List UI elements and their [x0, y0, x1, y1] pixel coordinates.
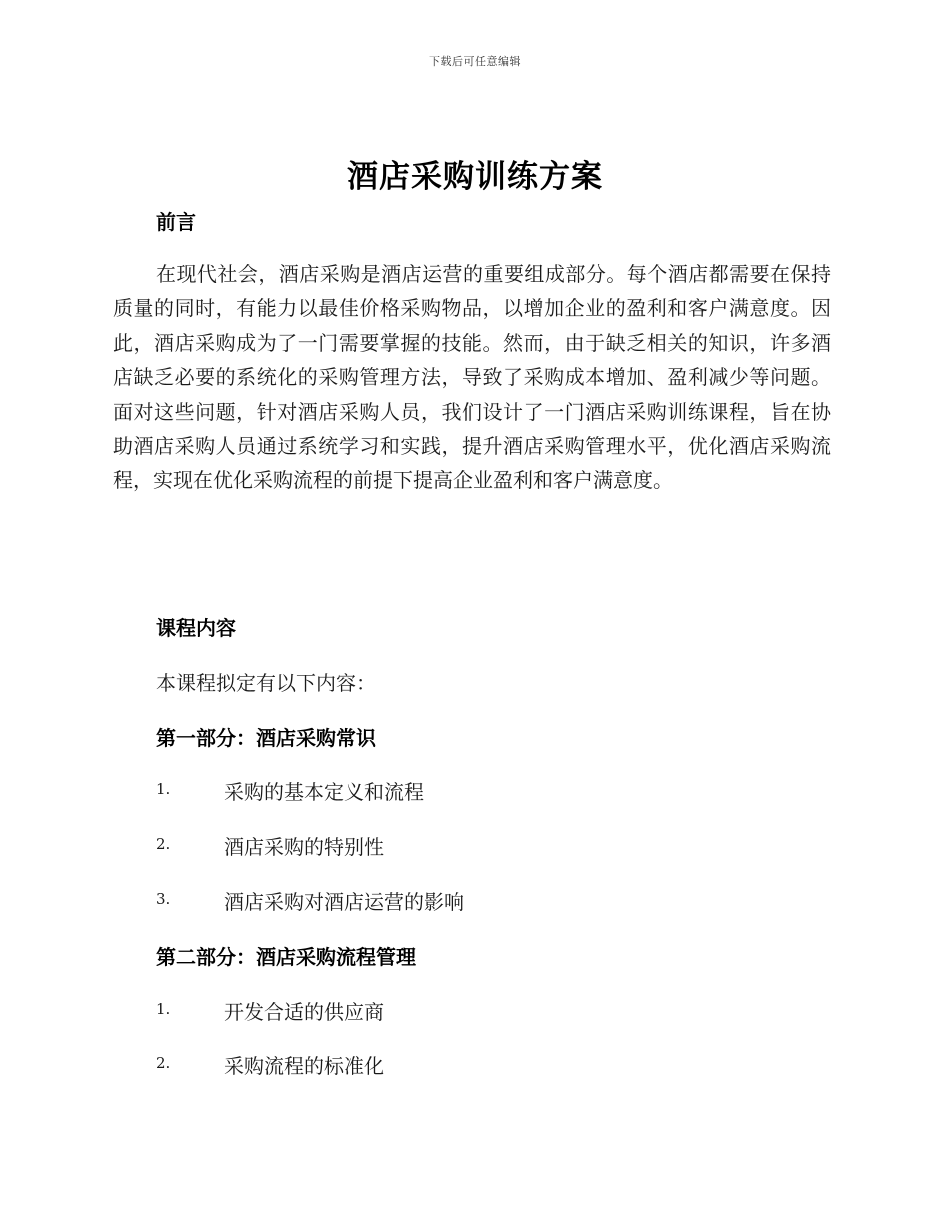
preface-paragraph: 在现代社会，酒店采购是酒店运营的重要组成部分。每个酒店都需要在保持质量的同时，有能力以最佳价格采购物品，以增加企业的盈利和客户满意度。因此，酒店采购成为了一门需要掌握的技能。然而，由于缺乏相关的知识，许多酒店缺乏必要的系统化的采购管理方法，导致了采购成本增加、盈利减少等问题。面对这些问题，针对酒店采购人员，我们设计了一门酒店采购训练课程，旨在协助酒店采购人员通过系统学习和实践，提升酒店采购管理水平，优化酒店采购流程，实现在优化采购流程的前提下提高企业盈利和客户满意度。 — [113, 262, 831, 493]
list-item-text: 开发合适的供应商 — [224, 1000, 384, 1024]
list-item-number: 2. — [156, 835, 171, 853]
list-item-text: 酒店采购的特别性 — [224, 835, 384, 859]
part-2-heading: 第二部分：酒店采购流程管理 — [156, 945, 416, 969]
header-note: 下载后可任意编辑 — [429, 55, 521, 68]
preface-heading: 前言 — [156, 210, 196, 234]
page-title: 酒店采购训练方案 — [347, 159, 603, 195]
course-heading: 课程内容 — [156, 616, 236, 640]
list-item-text: 酒店采购对酒店运营的影响 — [224, 890, 464, 914]
list-item-number: 2. — [156, 1054, 171, 1072]
list-item-number: 1. — [156, 1000, 171, 1018]
part-1-heading: 第一部分：酒店采购常识 — [156, 726, 376, 750]
list-item-text: 采购的基本定义和流程 — [224, 780, 424, 804]
course-intro: 本课程拟定有以下内容： — [156, 671, 376, 695]
list-item-number: 1. — [156, 780, 171, 798]
list-item-number: 3. — [156, 890, 171, 908]
list-item-text: 采购流程的标准化 — [224, 1054, 384, 1078]
